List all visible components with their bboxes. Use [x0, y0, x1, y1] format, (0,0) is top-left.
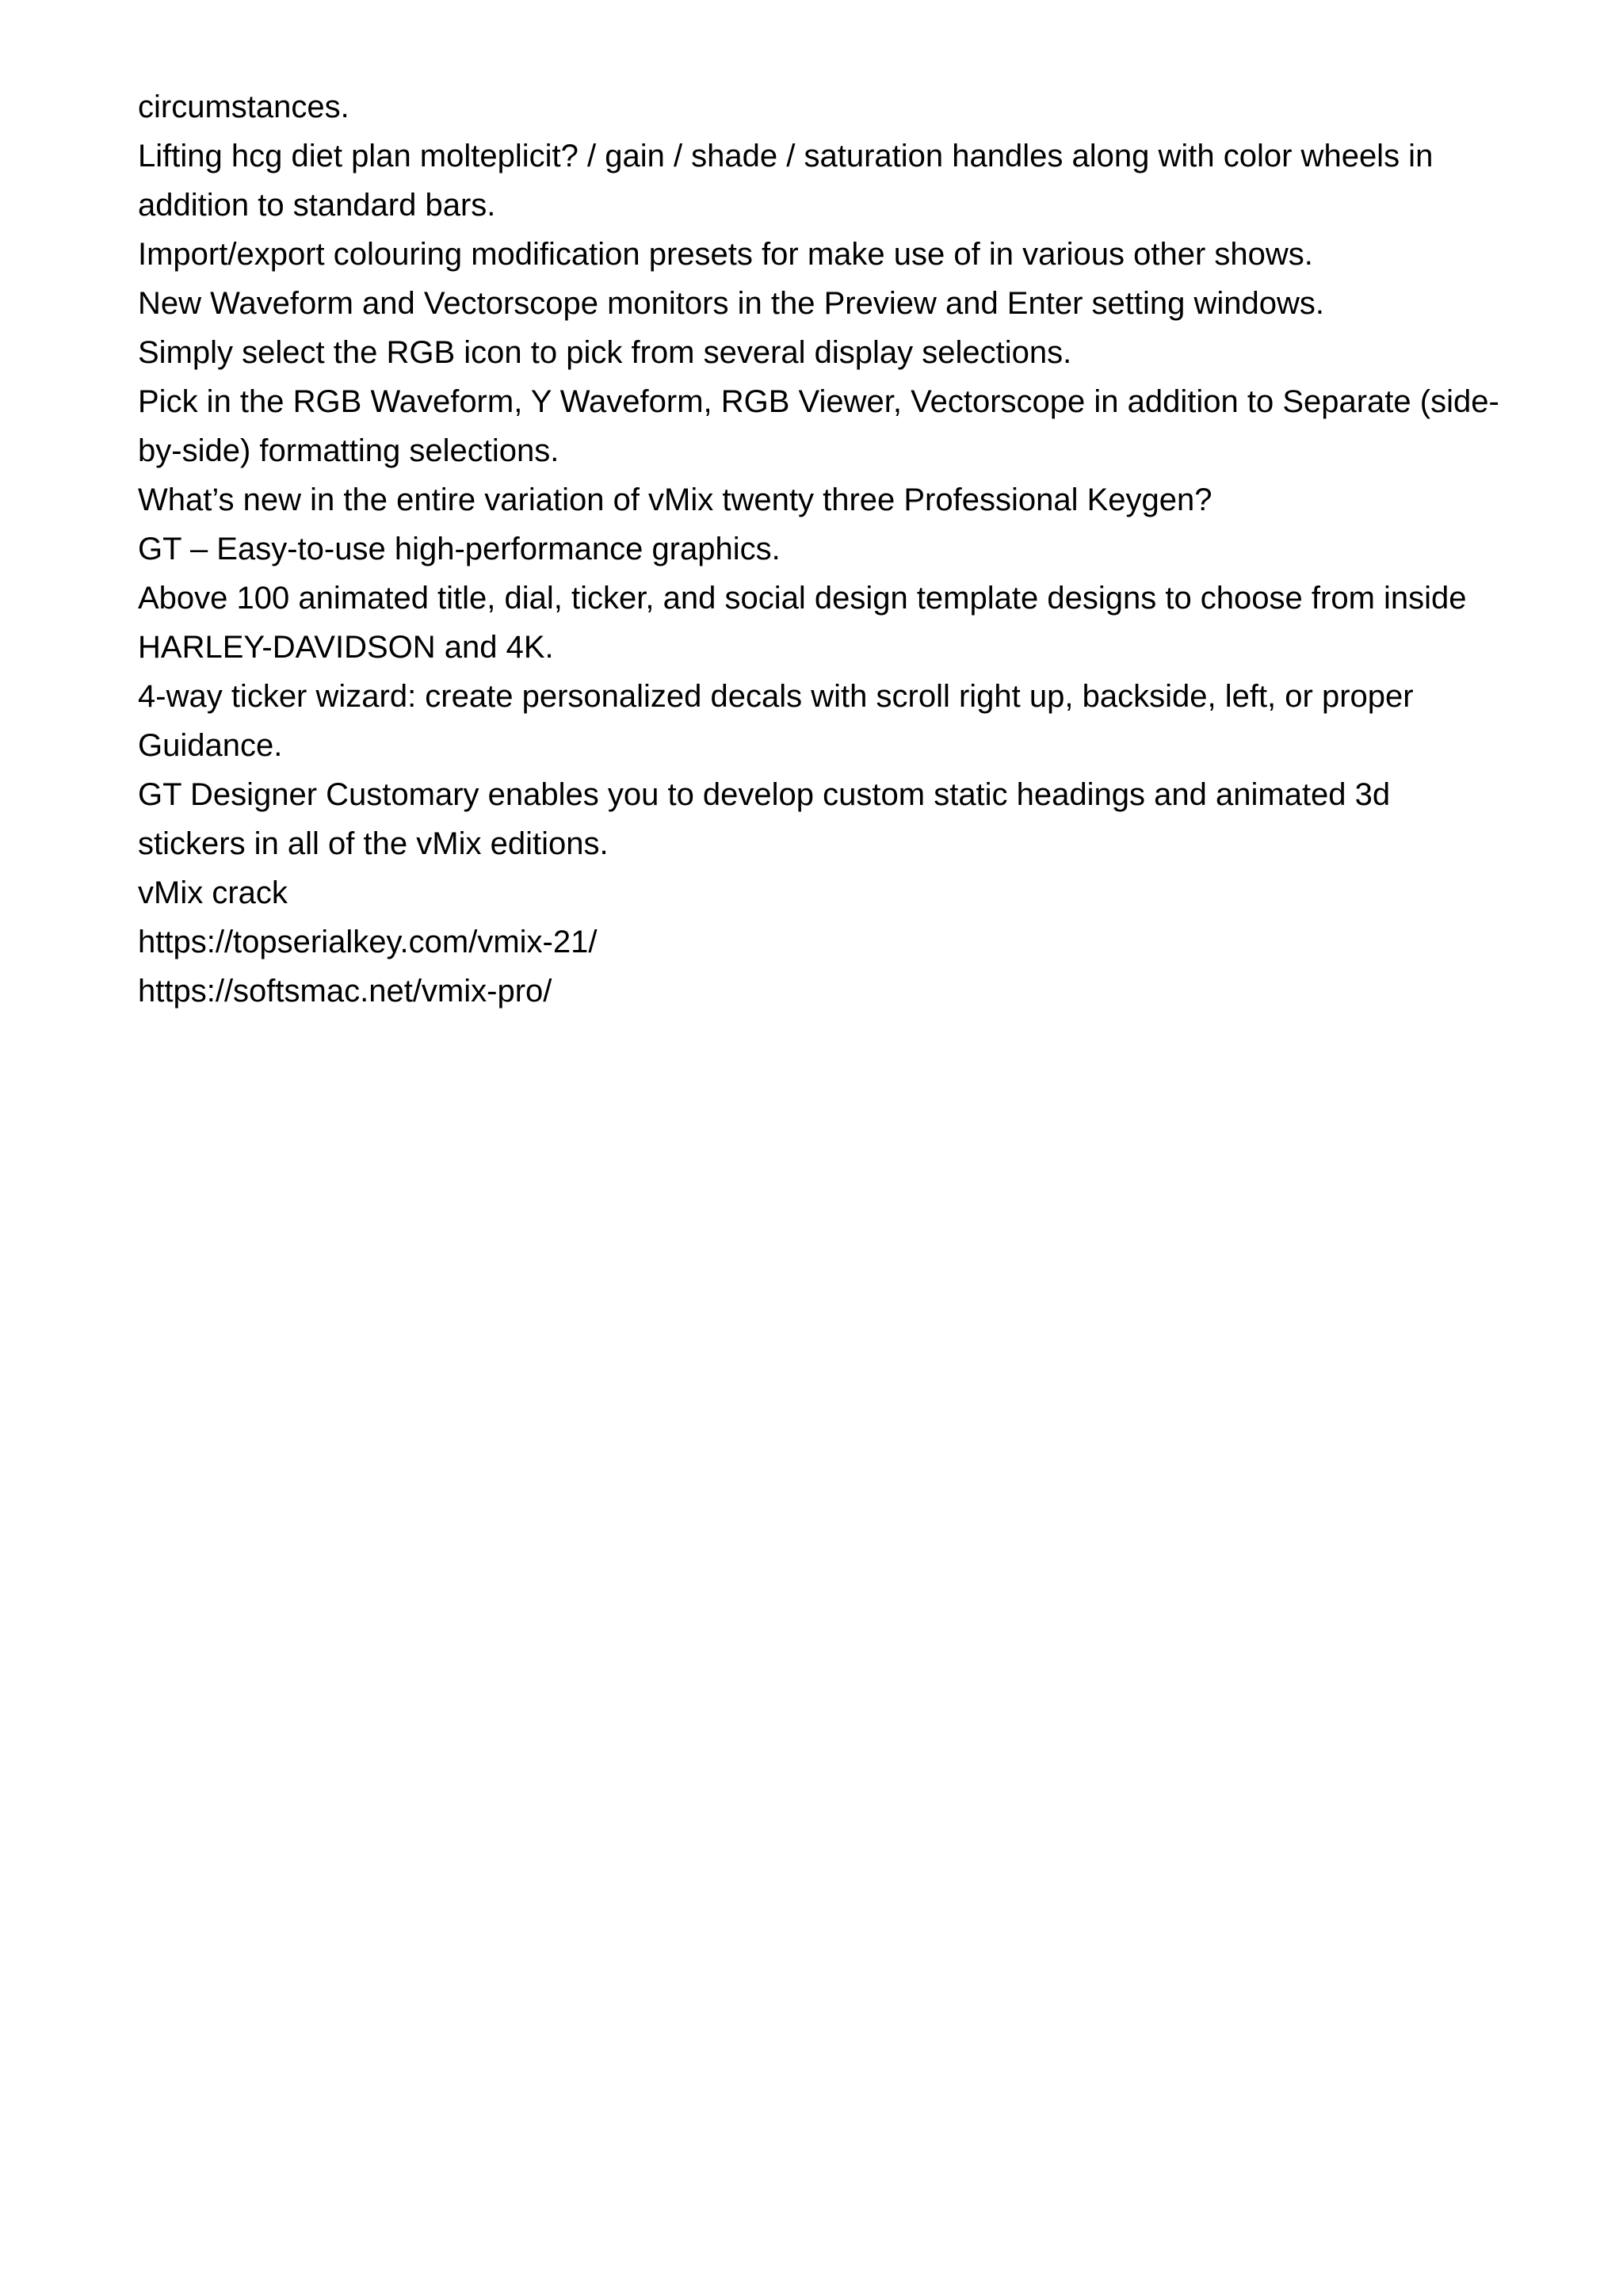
- paragraph-import-export-presets: Import/export colouring modification presets for make use of in various other shows.: [138, 237, 1313, 272]
- paragraph-gt-designer: GT Designer Customary enables you to develop custom static headings and animated 3d stickers in all of the vMix editions.: [138, 777, 1391, 861]
- url-softsmac: https://softsmac.net/vmix-pro/: [138, 974, 552, 1009]
- url-topserialkey: https://topserialkey.com/vmix-21/: [138, 925, 598, 959]
- paragraph-lifting-handles: Lifting hcg diet plan molteplicit? / gain / shade / saturation handles along with color wheels in addition to standard bars.: [138, 139, 1434, 223]
- paragraph-rgb-icon: Simply select the RGB icon to pick from several display selections.: [138, 335, 1072, 370]
- paragraph-gt-graphics: GT – Easy-to-use high-performance graphics.: [138, 532, 781, 566]
- paragraph-animated-templates: Above 100 animated title, dial, ticker, and social design template designs to choose from inside HARLEY-DAVIDSON and 4K.: [138, 581, 1467, 665]
- paragraph-ticker-wizard: 4-way ticker wizard: create personalized decals with scroll right up, backside, left, or proper Guidance.: [138, 679, 1414, 763]
- document-body: [138, 82, 1501, 1016]
- paragraph-whats-new: What’s new in the entire variation of vMix twenty three Professional Keygen?: [138, 482, 1212, 517]
- paragraph-vmix-crack: vMix crack: [138, 875, 288, 910]
- paragraph-circumstances: circumstances.: [138, 90, 349, 124]
- paragraph-waveform-monitors: New Waveform and Vectorscope monitors in the Preview and Enter setting windows.: [138, 286, 1324, 321]
- paragraph-display-selections: Pick in the RGB Waveform, Y Waveform, RGB Viewer, Vectorscope in addition to Separate (side-by-side) formatting selections.: [138, 384, 1499, 468]
